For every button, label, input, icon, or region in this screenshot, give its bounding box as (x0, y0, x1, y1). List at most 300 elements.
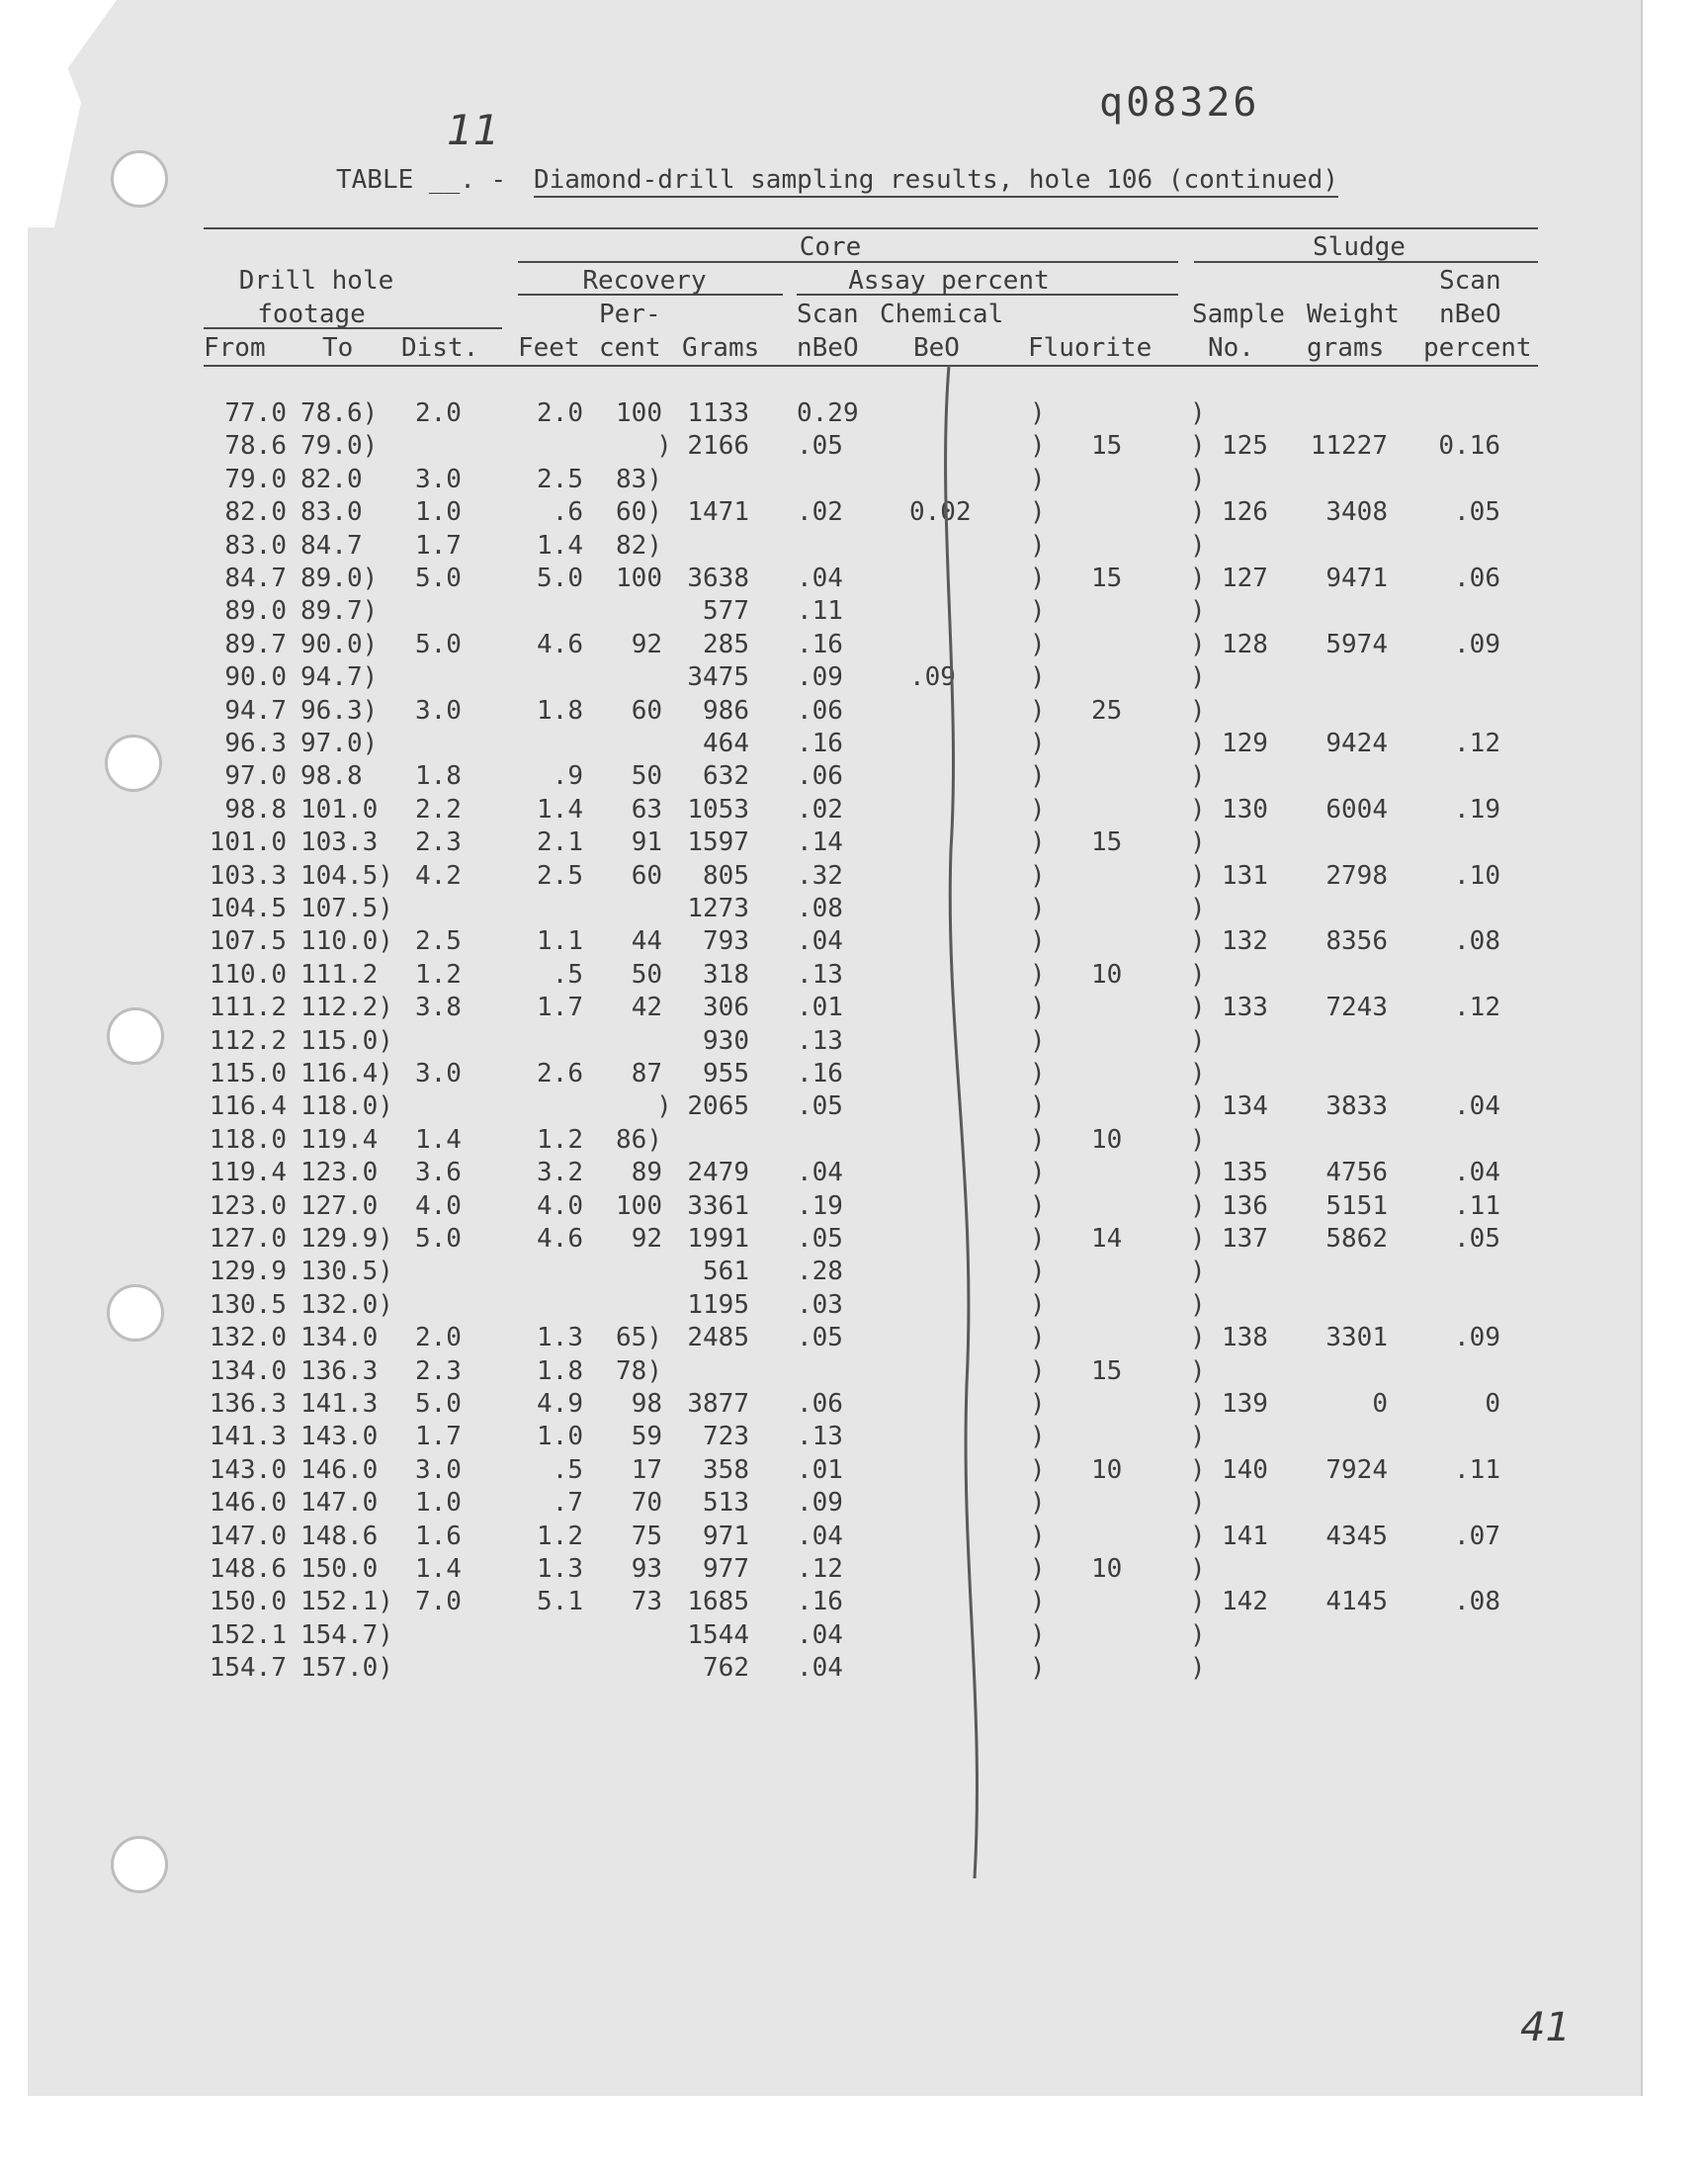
cell-grams: 1471 (687, 497, 749, 527)
cell-to: 94.7) (300, 662, 379, 692)
sludge-bracket: ) (1190, 531, 1206, 561)
cell-percent: 98 (631, 1389, 662, 1419)
cell-grams: 1133 (687, 398, 749, 428)
cell-to: 130.5) (300, 1257, 393, 1286)
header-assay-percent: Assay percent (848, 266, 1050, 296)
cell-from: 150.0 (209, 1587, 287, 1616)
sludge-bracket: ) (1190, 960, 1206, 990)
cell-weight: 7924 (1325, 1455, 1388, 1485)
cell-grams: 2485 (687, 1323, 749, 1352)
fluorite-bracket: ) (1030, 1522, 1046, 1551)
cell-from: 90.0 (224, 662, 287, 692)
sludge-bracket: ) (1190, 1554, 1206, 1584)
cell-grams: 464 (703, 729, 749, 758)
cell-feet: 2.1 (537, 827, 583, 857)
cell-dist: 1.0 (415, 497, 462, 527)
sludge-bracket: ) (1190, 1587, 1206, 1616)
cell-dist: 2.5 (415, 926, 462, 956)
cell-dist: 3.0 (415, 1455, 462, 1485)
cell-feet: 4.6 (537, 1224, 583, 1254)
cell-grams: 358 (703, 1455, 749, 1485)
cell-sludge-scan: .09 (1454, 1323, 1500, 1352)
cell-percent: 63 (631, 795, 662, 825)
cell-dist: 5.0 (415, 1389, 462, 1419)
cell-scan-nbeo: .11 (797, 596, 843, 626)
cell-grams: 1597 (687, 827, 749, 857)
cell-grams: 3361 (687, 1191, 749, 1221)
cell-weight: 11227 (1310, 431, 1388, 461)
sludge-bracket: ) (1190, 1191, 1206, 1221)
header-nbeo: nBeO (797, 333, 859, 363)
cell-dist: 2.3 (415, 827, 462, 857)
cell-chemical-beo: 0.02 (909, 497, 972, 527)
cell-fluorite: 15 (1091, 827, 1123, 857)
sludge-bracket: ) (1190, 1455, 1206, 1485)
cell-sludge-scan: 0.16 (1438, 431, 1500, 461)
cell-from: 89.7 (224, 630, 287, 659)
table-title: Diamond-drill sampling results, hole 106 (continued) (534, 164, 1338, 198)
cell-grams: 1195 (687, 1290, 749, 1320)
cell-dist: 1.8 (415, 761, 462, 791)
cell-dist: 1.4 (415, 1554, 462, 1584)
cell-to: 84.7 (300, 531, 363, 561)
cell-scan-nbeo: .04 (797, 1620, 843, 1650)
cell-feet: 5.0 (537, 564, 583, 593)
cell-feet: .9 (552, 761, 583, 791)
cell-from: 141.3 (209, 1422, 287, 1451)
fluorite-bracket: ) (1030, 729, 1046, 758)
cell-scan-nbeo: .13 (797, 960, 843, 990)
sludge-bracket: ) (1190, 1290, 1206, 1320)
cell-grams: 977 (703, 1554, 749, 1584)
cell-dist: 7.0 (415, 1587, 462, 1616)
cell-scan-nbeo: .13 (797, 1026, 843, 1056)
cell-to: 111.2 (300, 960, 379, 990)
sludge-bracket: ) (1190, 1522, 1206, 1551)
sludge-bracket: ) (1190, 861, 1206, 891)
cell-scan-nbeo: .02 (797, 795, 843, 825)
cell-sample-no: 125 (1222, 431, 1268, 461)
cell-scan-nbeo: .14 (797, 827, 843, 857)
cell-from: 147.0 (209, 1522, 287, 1551)
cell-to: 118.0) (300, 1091, 393, 1121)
cell-percent: 60 (631, 861, 662, 891)
cell-dist: 3.6 (415, 1158, 462, 1187)
cell-from: 116.4 (209, 1091, 287, 1121)
cell-dist: 1.0 (415, 1488, 462, 1518)
header-feet: Feet (518, 333, 580, 363)
cell-sludge-scan: .05 (1454, 1224, 1500, 1254)
cell-weight: 3301 (1325, 1323, 1388, 1352)
cell-from: 119.4 (209, 1158, 287, 1187)
fluorite-bracket: ) (1030, 1026, 1046, 1056)
cell-sample-no: 135 (1222, 1158, 1268, 1187)
sludge-bracket: ) (1190, 1422, 1206, 1451)
cell-sludge-scan: .11 (1454, 1191, 1500, 1221)
cell-feet: 1.4 (537, 795, 583, 825)
cell-to: 157.0) (300, 1653, 393, 1683)
cell-percent: 70 (631, 1488, 662, 1518)
cell-scan-nbeo: .12 (797, 1554, 843, 1584)
cell-dist: 1.7 (415, 531, 462, 561)
cell-grams: 1544 (687, 1620, 749, 1650)
sludge-bracket: ) (1190, 827, 1206, 857)
cell-percent: 100 (616, 1191, 662, 1221)
cell-grams: 793 (703, 926, 749, 956)
sludge-bracket: ) (1190, 1158, 1206, 1187)
fluorite-bracket: ) (1030, 1158, 1046, 1187)
cell-percent: 92 (631, 1224, 662, 1254)
sludge-bracket: ) (1190, 894, 1206, 923)
cell-scan-nbeo: .06 (797, 696, 843, 726)
fluorite-bracket: ) (1030, 1587, 1046, 1616)
cell-scan-nbeo: .08 (797, 894, 843, 923)
header-scan: Scan (797, 300, 859, 329)
cell-from: 97.0 (224, 761, 287, 791)
cell-to: 148.6 (300, 1522, 379, 1551)
cell-fluorite: 14 (1091, 1224, 1123, 1254)
fluorite-bracket: ) (1030, 1323, 1046, 1352)
sludge-bracket: ) (1190, 1620, 1206, 1650)
cell-from: 136.3 (209, 1389, 287, 1419)
cell-fluorite: 10 (1091, 960, 1123, 990)
cell-to: 115.0) (300, 1026, 393, 1056)
fluorite-bracket: ) (1030, 926, 1046, 956)
sludge-bracket: ) (1190, 1059, 1206, 1088)
cell-sample-no: 137 (1222, 1224, 1268, 1254)
cell-percent: 50 (631, 761, 662, 791)
header-fluorite: Fluorite (1028, 333, 1153, 363)
cell-percent: 100 (616, 398, 662, 428)
header-core: Core (799, 232, 862, 262)
cell-scan-nbeo: .04 (797, 1158, 843, 1187)
cell-to: 83.0 (300, 497, 363, 527)
cell-to: 134.0 (300, 1323, 379, 1352)
cell-dist: 3.0 (415, 465, 462, 494)
cell-weight: 3833 (1325, 1091, 1388, 1121)
cell-dist: 3.8 (415, 993, 462, 1022)
cell-from: 134.0 (209, 1356, 287, 1386)
fluorite-bracket: ) (1030, 894, 1046, 923)
sludge-bracket: ) (1190, 1323, 1206, 1352)
cell-percent: 60) (616, 497, 662, 527)
cell-to: 110.0) (300, 926, 393, 956)
fluorite-bracket: ) (1030, 960, 1046, 990)
cell-chemical-beo: .09 (909, 662, 956, 692)
cell-to: 103.3 (300, 827, 379, 857)
cell-feet: .6 (552, 497, 583, 527)
sludge-bracket: ) (1190, 497, 1206, 527)
cell-to: 98.8 (300, 761, 363, 791)
cell-grams: 3475 (687, 662, 749, 692)
cell-grams: ) 2166 (656, 431, 749, 461)
cell-feet: .7 (552, 1488, 583, 1518)
cell-to: 90.0) (300, 630, 379, 659)
cell-to: 119.4 (300, 1125, 379, 1155)
cell-grams: 285 (703, 630, 749, 659)
cell-weight: 4345 (1325, 1522, 1388, 1551)
cell-percent: 78) (616, 1356, 662, 1386)
cell-dist: 3.0 (415, 696, 462, 726)
handwritten-table-number: 11 (447, 106, 500, 154)
cell-percent: 50 (631, 960, 662, 990)
sludge-bracket: ) (1190, 465, 1206, 494)
cell-weight: 5862 (1325, 1224, 1388, 1254)
cell-from: 110.0 (209, 960, 287, 990)
cell-percent: 65) (616, 1323, 662, 1352)
cell-percent: 87 (631, 1059, 662, 1088)
cell-weight: 9424 (1325, 729, 1388, 758)
fluorite-bracket: ) (1030, 465, 1046, 494)
cell-from: 82.0 (224, 497, 287, 527)
cell-scan-nbeo: .03 (797, 1290, 843, 1320)
cell-from: 130.5 (209, 1290, 287, 1320)
cell-sludge-scan: .04 (1454, 1158, 1500, 1187)
cell-scan-nbeo: .05 (797, 1091, 843, 1121)
cell-feet: 5.1 (537, 1587, 583, 1616)
header-weight: Weight (1307, 300, 1400, 329)
sludge-bracket: ) (1190, 993, 1206, 1022)
cell-from: 129.9 (209, 1257, 287, 1286)
cell-feet: 1.8 (537, 696, 583, 726)
sludge-bracket: ) (1190, 1125, 1206, 1155)
fluorite-bracket: ) (1030, 1091, 1046, 1121)
fluorite-bracket: ) (1030, 1620, 1046, 1650)
cell-dist: 1.7 (415, 1422, 462, 1451)
fluorite-bracket: ) (1030, 1290, 1046, 1320)
cell-from: 127.0 (209, 1224, 287, 1254)
cell-dist: 1.6 (415, 1522, 462, 1551)
fluorite-bracket: ) (1030, 1356, 1046, 1386)
cell-weight: 7243 (1325, 993, 1388, 1022)
header-no: No. (1208, 333, 1254, 363)
cell-percent: 89 (631, 1158, 662, 1187)
cell-dist: 2.2 (415, 795, 462, 825)
cell-dist: 5.0 (415, 1224, 462, 1254)
cell-sludge-scan: .05 (1454, 497, 1500, 527)
fluorite-bracket: ) (1030, 827, 1046, 857)
cell-percent: 93 (631, 1554, 662, 1584)
cell-grams: 306 (703, 993, 749, 1022)
cell-sample-no: 129 (1222, 729, 1268, 758)
cell-sludge-scan: .08 (1454, 1587, 1500, 1616)
cell-from: 111.2 (209, 993, 287, 1022)
cell-percent: 86) (616, 1125, 662, 1155)
cell-to: 143.0 (300, 1422, 379, 1451)
sludge-bracket: ) (1190, 398, 1206, 428)
cell-percent: 60 (631, 696, 662, 726)
fluorite-bracket: ) (1030, 1554, 1046, 1584)
cell-to: 96.3) (300, 696, 379, 726)
cell-scan-nbeo: .16 (797, 1059, 843, 1088)
cell-feet: 1.2 (537, 1522, 583, 1551)
cell-grams: 3638 (687, 564, 749, 593)
cell-fluorite: 15 (1091, 431, 1123, 461)
cell-percent: 91 (631, 827, 662, 857)
cell-sample-no: 126 (1222, 497, 1268, 527)
cell-scan-nbeo: .04 (797, 1653, 843, 1683)
header-beo: BeO (913, 333, 960, 363)
fluorite-bracket: ) (1030, 1191, 1046, 1221)
cell-scan-nbeo: .16 (797, 729, 843, 758)
header-scan-2: Scan (1439, 266, 1501, 296)
sludge-bracket: ) (1190, 564, 1206, 593)
cell-to: 141.3 (300, 1389, 379, 1419)
cell-sludge-scan: 0 (1485, 1389, 1500, 1419)
cell-from: 79.0 (224, 465, 287, 494)
fluorite-bracket: ) (1030, 696, 1046, 726)
cell-grams: 3877 (687, 1389, 749, 1419)
cell-to: 89.0) (300, 564, 379, 593)
cell-feet: 4.6 (537, 630, 583, 659)
cell-to: 154.7) (300, 1620, 393, 1650)
cell-sample-no: 133 (1222, 993, 1268, 1022)
cell-feet: 2.6 (537, 1059, 583, 1088)
cell-grams: 762 (703, 1653, 749, 1683)
fluorite-bracket: ) (1030, 431, 1046, 461)
cell-feet: 1.0 (537, 1422, 583, 1451)
fluorite-bracket: ) (1030, 861, 1046, 891)
fluorite-bracket: ) (1030, 1125, 1046, 1155)
cell-weight: 5974 (1325, 630, 1388, 659)
cell-scan-nbeo: .16 (797, 630, 843, 659)
cell-to: 123.0 (300, 1158, 379, 1187)
cell-dist: 4.2 (415, 861, 462, 891)
cell-from: 146.0 (209, 1488, 287, 1518)
cell-from: 112.2 (209, 1026, 287, 1056)
cell-scan-nbeo: .09 (797, 662, 843, 692)
cell-from: 107.5 (209, 926, 287, 956)
cell-weight: 3408 (1325, 497, 1388, 527)
cell-grams: 723 (703, 1422, 749, 1451)
header-grams: Grams (682, 333, 760, 363)
header-grams-2: grams (1307, 333, 1385, 363)
sludge-bracket: ) (1190, 1257, 1206, 1286)
fluorite-bracket: ) (1030, 596, 1046, 626)
cell-to: 146.0 (300, 1455, 379, 1485)
sludge-bracket: ) (1190, 1389, 1206, 1419)
cell-weight: 4145 (1325, 1587, 1388, 1616)
header-percent: percent (1423, 333, 1532, 363)
cell-sludge-scan: .10 (1454, 861, 1500, 891)
cell-feet: 1.2 (537, 1125, 583, 1155)
cell-dist: 3.0 (415, 1059, 462, 1088)
cell-from: 103.3 (209, 861, 287, 891)
cell-weight: 5151 (1325, 1191, 1388, 1221)
header-sample: Sample (1192, 300, 1285, 329)
cell-scan-nbeo: .04 (797, 564, 843, 593)
fluorite-bracket: ) (1030, 662, 1046, 692)
cell-grams: 805 (703, 861, 749, 891)
fluorite-bracket: ) (1030, 1455, 1046, 1485)
cell-weight: 9471 (1325, 564, 1388, 593)
cell-percent: 17 (631, 1455, 662, 1485)
sludge-bracket: ) (1190, 1026, 1206, 1056)
header-drill-hole: Drill hole (238, 266, 394, 296)
cell-from: 94.7 (224, 696, 287, 726)
cell-from: 78.6 (224, 431, 287, 461)
cell-fluorite: 15 (1091, 1356, 1123, 1386)
cell-to: 78.6) (300, 398, 379, 428)
header-sludge: Sludge (1313, 232, 1406, 262)
cell-sample-no: 132 (1222, 926, 1268, 956)
cell-sample-no: 141 (1222, 1522, 1268, 1551)
cell-percent: 92 (631, 630, 662, 659)
cell-sludge-scan: .12 (1454, 729, 1500, 758)
cell-sludge-scan: .09 (1454, 630, 1500, 659)
cell-from: 143.0 (209, 1455, 287, 1485)
cell-from: 123.0 (209, 1191, 287, 1221)
cell-sludge-scan: .19 (1454, 795, 1500, 825)
cell-from: 104.5 (209, 894, 287, 923)
cell-weight: 8356 (1325, 926, 1388, 956)
cell-scan-nbeo: .01 (797, 1455, 843, 1485)
cell-fluorite: 10 (1091, 1125, 1123, 1155)
header-chemical: Chemical (880, 300, 1004, 329)
cell-scan-nbeo: .19 (797, 1191, 843, 1221)
cell-dist: 2.0 (415, 398, 462, 428)
cell-from: 148.6 (209, 1554, 287, 1584)
cell-feet: 2.5 (537, 861, 583, 891)
cell-to: 129.9) (300, 1224, 393, 1254)
cell-percent: 44 (631, 926, 662, 956)
sludge-bracket: ) (1190, 1224, 1206, 1254)
cell-feet: 1.1 (537, 926, 583, 956)
cell-dist: 4.0 (415, 1191, 462, 1221)
cell-scan-nbeo: .05 (797, 1224, 843, 1254)
cell-grams: 1053 (687, 795, 749, 825)
cell-feet: .5 (552, 960, 583, 990)
cell-to: 136.3 (300, 1356, 379, 1386)
fluorite-bracket: ) (1030, 795, 1046, 825)
document-number: q08326 (1099, 80, 1260, 126)
fluorite-bracket: ) (1030, 1422, 1046, 1451)
header-footage: footage (257, 300, 366, 329)
cell-fluorite: 15 (1091, 564, 1123, 593)
sludge-bracket: ) (1190, 630, 1206, 659)
header-per: Per- (599, 300, 661, 329)
sludge-bracket: ) (1190, 761, 1206, 791)
cell-scan-nbeo: .09 (797, 1488, 843, 1518)
cell-scan-nbeo: .04 (797, 926, 843, 956)
cell-to: 127.0 (300, 1191, 379, 1221)
fluorite-bracket: ) (1030, 1059, 1046, 1088)
cell-from: 115.0 (209, 1059, 287, 1088)
sludge-bracket: ) (1190, 431, 1206, 461)
fluorite-bracket: ) (1030, 531, 1046, 561)
sludge-bracket: ) (1190, 696, 1206, 726)
cell-feet: 3.2 (537, 1158, 583, 1187)
cell-weight: 0 (1372, 1389, 1388, 1419)
cell-scan-nbeo: 0.29 (797, 398, 859, 428)
fluorite-bracket: ) (1030, 564, 1046, 593)
cell-to: 101.0 (300, 795, 379, 825)
fluorite-bracket: ) (1030, 398, 1046, 428)
table-title-prefix: TABLE __. - (336, 165, 522, 195)
cell-feet: 1.4 (537, 531, 583, 561)
cell-fluorite: 10 (1091, 1554, 1123, 1584)
cell-feet: 1.3 (537, 1554, 583, 1584)
cell-percent: 75 (631, 1522, 662, 1551)
sludge-bracket: ) (1190, 1356, 1206, 1386)
fluorite-bracket: ) (1030, 761, 1046, 791)
cell-sample-no: 136 (1222, 1191, 1268, 1221)
sludge-bracket: ) (1190, 662, 1206, 692)
cell-grams: 577 (703, 596, 749, 626)
cell-grams: 971 (703, 1522, 749, 1551)
header-recovery: Recovery (582, 266, 707, 296)
cell-sample-no: 138 (1222, 1323, 1268, 1352)
